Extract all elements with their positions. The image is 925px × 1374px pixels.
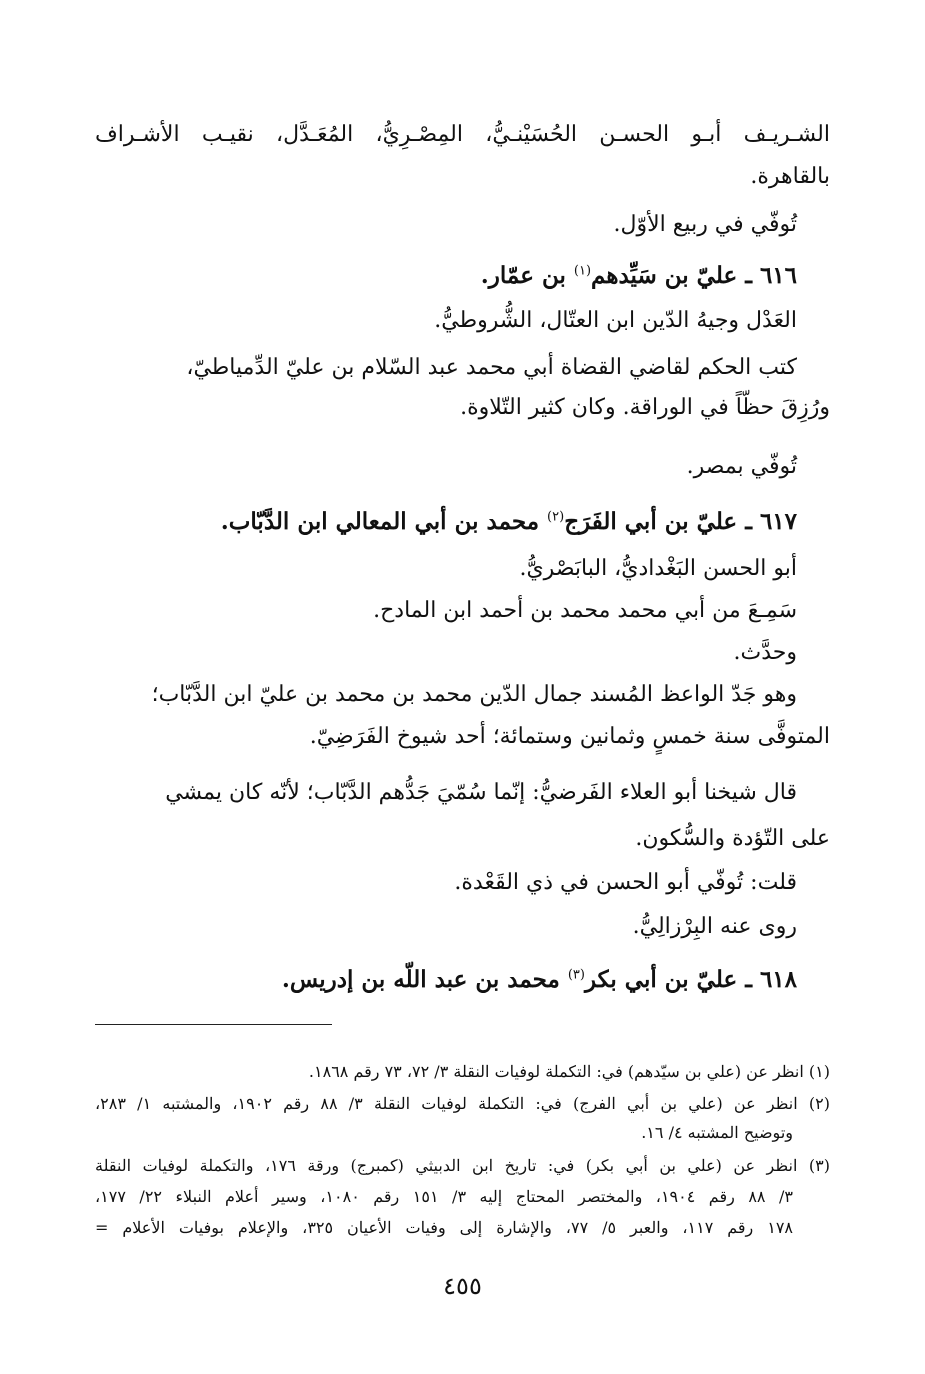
- text-line: تُوفّي بمصر.: [686, 454, 797, 479]
- text-line: تُوفّي في ربيع الأوّل.: [613, 212, 797, 237]
- text-line: العَدْل وجيهُ الدّين ابن العتّال، الشُّروطيُّ.: [434, 308, 797, 333]
- footnote-ref: (٢): [547, 509, 565, 525]
- entry-heading-618: [95, 966, 797, 994]
- text-line: على التّؤدة والسُّكون.: [635, 826, 830, 851]
- footnote-number: (٣): [808, 1156, 830, 1175]
- footnote-text: انظر عن (علي بن سيّدهم) في: التكملة لوفيات النقلة ٣/ ٧٢، ٧٣ رقم ١٨٦٨.: [308, 1062, 804, 1081]
- footnote-3: [95, 1156, 830, 1177]
- footnote-3-continuation: ٣/ ٨٨ رقم ١٩٠٤، والمختصر المحتاج إليه ٣/ ١٥١ رقم ١٠٨٠، وسير أعلام النبلاء ٢٢/ ١٧٧،: [95, 1187, 793, 1206]
- text-line: أبو الحسن البَغْداديُّ، البابَصْريُّ.: [519, 556, 797, 581]
- text-line: ورُزِقَ حظّاً في الوراقة. وكان كثير التّلاوة.: [460, 395, 830, 420]
- text-line: قلت: تُوفّي أبو الحسن في ذي القَعْدة.: [454, 870, 797, 895]
- entry-name-rest: بن عمّار.: [480, 262, 566, 289]
- text-line: سَمِـعَ من أبي محمد محمد بن أحمد ابن المادح.: [373, 598, 797, 623]
- entry-number: ٦١٦ ـ: [745, 262, 797, 289]
- text-line: وحدَّث.: [733, 640, 797, 665]
- entry-name-rest: محمد بن عبد اللّه بن إدريس.: [281, 966, 560, 993]
- footnote-ref: (٣): [567, 967, 585, 983]
- text-line: قال شيخنا أبو العلاء الفَرضيُّ: إنّما سُمّيَ جَدُّهم الدَّبّاب؛ لأنّه كان يمشي: [165, 780, 797, 805]
- footnote-divider: [95, 1024, 332, 1025]
- entry-name-rest: محمد بن أبي المعالي ابن الدَّبّاب.: [220, 508, 540, 535]
- text-line: بالقاهرة.: [750, 164, 830, 189]
- footnote-number: (١): [808, 1062, 830, 1081]
- entry-name: عليّ بن أبي بكر: [584, 966, 738, 993]
- entry-heading-617: [95, 508, 797, 536]
- footnote-2: [95, 1094, 830, 1115]
- entry-name: عليّ بن سَيِّدهم: [591, 262, 738, 289]
- footnote-ref: (١): [573, 263, 592, 279]
- entry-number: ٦١٧ ـ: [745, 508, 797, 535]
- entry-number: ٦١٨ ـ: [745, 966, 797, 993]
- footnote-text: انظر عن (علي بن أبي الفرج) في: التكملة لوفيات النقلة ٣/ ٨٨ رقم ١٩٠٢، والمشتبه ١/ ٢٨٣،: [95, 1094, 798, 1113]
- text-line: الشـريـف أبـو الحسـن الحُسَيْنـيُّ، المِصْـرِيُّ، المُعَـدَّل، نقيـب الأشـراف: [95, 122, 830, 147]
- text-line: كتب الحكم لقاضي القضاة أبي محمد عبد السّلام بن عليّ الدِّمياطيّ،: [186, 355, 797, 380]
- entry-name: عليّ بن أبي الفَرَج: [564, 508, 738, 535]
- page-number: ٤٥٥: [443, 1272, 482, 1300]
- footnote-text: انظر عن (علي بن أبي بكر) في: تاريخ ابن الدبيثي (كمبرج) ورقة ١٧٦، والتكملة لوفيات النقلة: [95, 1156, 798, 1175]
- text-line: روى عنه البِرْزالِيُّ.: [632, 914, 797, 939]
- footnote-number: (٢): [808, 1094, 831, 1113]
- footnote-3-continuation: ١٧٨ رقم ١١٧، والعبر ٥/ ٧٧، والإشارة إلى وفيات الأعيان ٣٢٥، والإعلام بوفيات الأعلام =: [95, 1218, 793, 1237]
- text-line: المتوفَّى سنة خمسٍ وثمانين وستمائة؛ أحد شيوخ الفَرَضِيّ.: [309, 724, 830, 749]
- text-line: وهو جَدّ الواعظ المُسند جمال الدّين محمد بن محمد بن عليّ ابن الدَّبّاب؛: [151, 682, 797, 707]
- footnote-1: [95, 1062, 830, 1083]
- footnote-2-continuation: وتوضيح المشتبه ٤/ ١٦.: [641, 1123, 793, 1142]
- entry-heading-616: [95, 262, 797, 290]
